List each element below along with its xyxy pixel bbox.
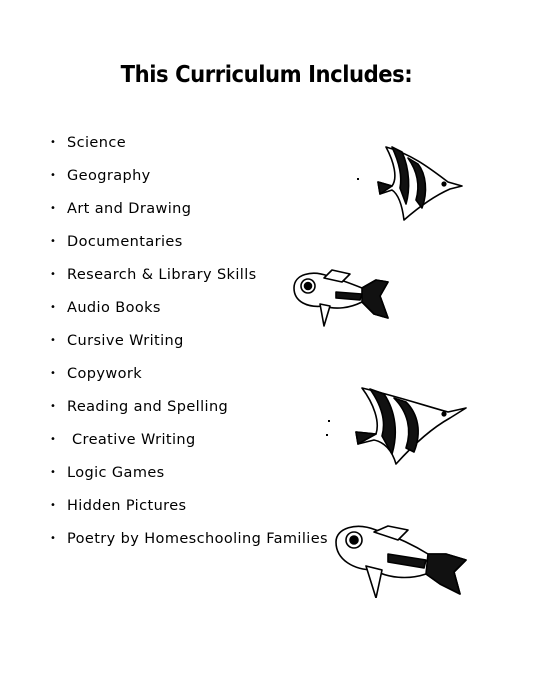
- tetra-fish-icon: [290, 266, 392, 328]
- list-item-label: Poetry by Homeschooling Families: [67, 531, 328, 547]
- list-item: [50, 198, 191, 220]
- speck: [326, 434, 328, 436]
- list-item-label: Hidden Pictures: [67, 498, 187, 514]
- bullet: •: [50, 368, 57, 379]
- bullet: •: [50, 533, 57, 544]
- bullet: •: [50, 500, 57, 511]
- page-title: This Curriculum Includes:: [120, 62, 413, 88]
- list-item: [50, 264, 257, 286]
- list-item: [50, 528, 328, 550]
- list-item: [50, 297, 161, 319]
- list-item: [50, 495, 186, 517]
- bullet: •: [50, 137, 57, 148]
- bullet: •: [50, 236, 57, 247]
- speck: [357, 178, 359, 180]
- list-item: [50, 396, 228, 418]
- bullet: •: [50, 434, 57, 445]
- speck: [328, 420, 330, 422]
- list-item-label: Research & Library Skills: [67, 267, 257, 283]
- list-item-label: Cursive Writing: [67, 333, 184, 349]
- angelfish-icon: [352, 384, 470, 468]
- bullet: •: [50, 269, 57, 280]
- list-item-label: Art and Drawing: [67, 201, 192, 217]
- list-item-label: Copywork: [67, 366, 143, 382]
- list-item-label: Geography: [67, 168, 151, 184]
- list-item: [50, 165, 151, 187]
- list-item-label: Creative Writing: [67, 432, 196, 448]
- tetra-fish-icon: [332, 520, 474, 598]
- bullet: •: [50, 170, 57, 181]
- list-item-label: Science: [67, 135, 127, 151]
- bullet: •: [50, 302, 57, 313]
- list-item-label: Reading and Spelling: [67, 399, 229, 415]
- bullet: •: [50, 401, 57, 412]
- list-item: [50, 462, 165, 484]
- list-item: [50, 330, 184, 352]
- list-item: [50, 363, 142, 385]
- angelfish-icon: [372, 142, 467, 224]
- bullet: •: [50, 467, 57, 478]
- list-item-label: Logic Games: [67, 465, 165, 481]
- list-item-label: Audio Books: [67, 300, 161, 316]
- bullet: •: [50, 203, 57, 214]
- list-item: [50, 132, 126, 154]
- list-item-label: Documentaries: [67, 234, 183, 250]
- list-item: [50, 429, 196, 451]
- bullet: •: [50, 335, 57, 346]
- list-item: [50, 231, 183, 253]
